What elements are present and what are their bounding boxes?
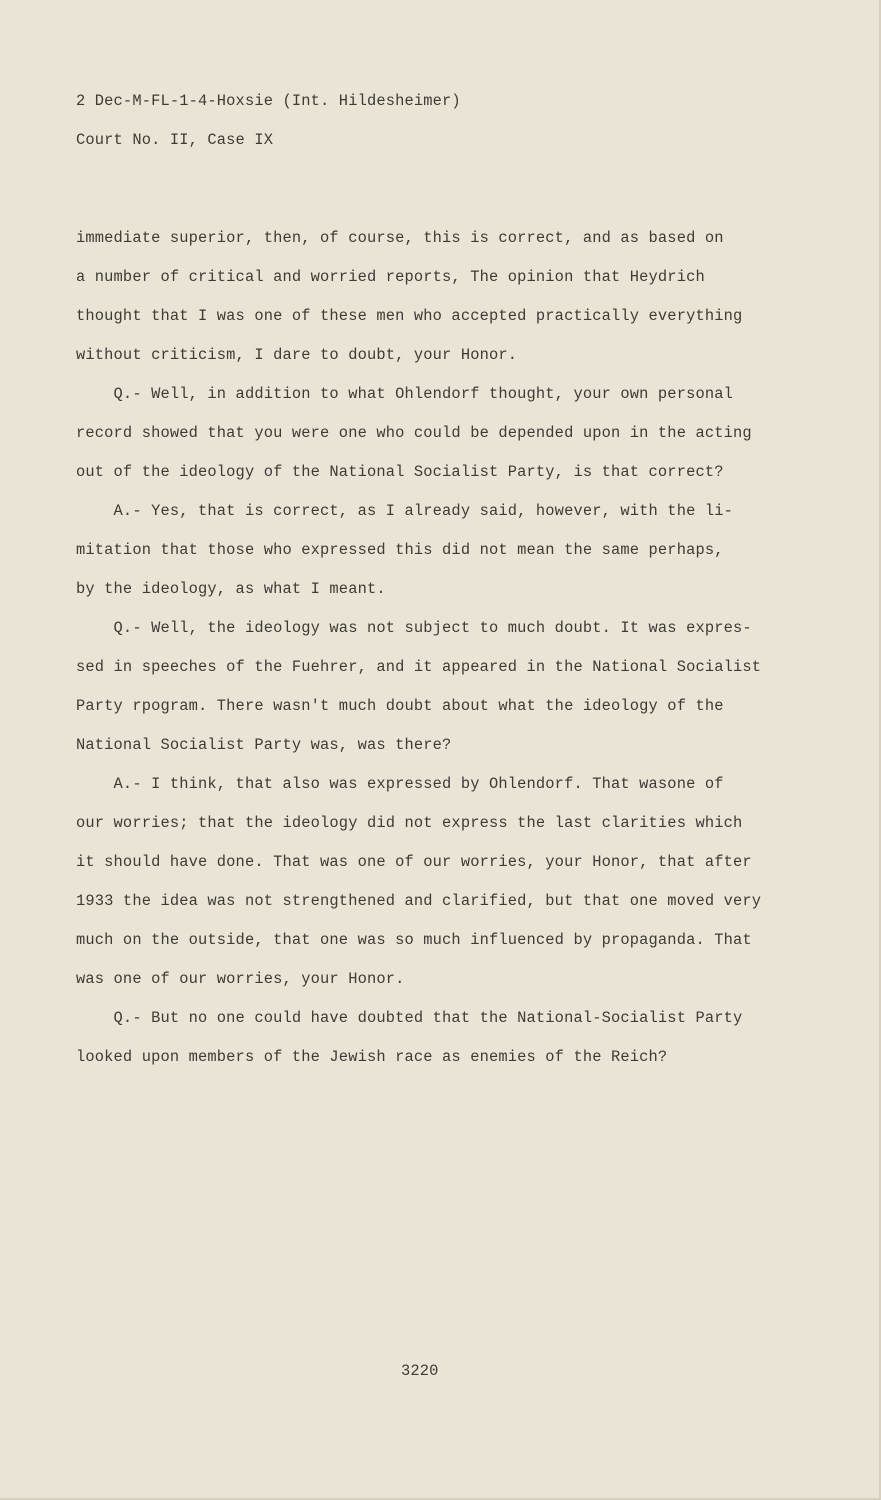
body-line: National Socialist Party was, was there? <box>76 736 452 754</box>
body-line: A.- Yes, that is correct, as I already said, however, with the li- <box>76 502 734 520</box>
body-line: thought that I was one of these men who accepted practically everything <box>76 307 743 325</box>
body-line: a number of critical and worried reports, The opinion that Heydrich <box>76 268 705 286</box>
body-line: mitation that those who expressed this did not mean the same perhaps, <box>76 541 724 559</box>
body-line: Party rpogram. There wasn't much doubt about what the ideology of the <box>76 697 724 715</box>
body-line: 1933 the idea was not strengthened and clarified, but that one moved very <box>76 892 762 910</box>
header-reference: 2 Dec-M-FL-1-4-Hoxsie (Int. Hildesheimer) <box>76 92 461 110</box>
body-line: by the ideology, as what I meant. <box>76 580 386 598</box>
body-line: record showed that you were one who could be depended upon in the acting <box>76 424 752 442</box>
body-line: out of the ideology of the National Socialist Party, is that correct? <box>76 463 724 481</box>
body-line: looked upon members of the Jewish race as enemies of the Reich? <box>76 1048 668 1066</box>
body-line: our worries; that the ideology did not express the last clarities which <box>76 814 743 832</box>
header-court: Court No. II, Case IX <box>76 131 274 149</box>
body-line: without criticism, I dare to doubt, your Honor. <box>76 346 518 364</box>
body-line: it should have done. That was one of our worries, your Honor, that after <box>76 853 752 871</box>
page-number: 3220 <box>401 1362 439 1380</box>
body-line: A.- I think, that also was expressed by Ohlendorf. That wasone of <box>76 775 724 793</box>
body-line: Q.- Well, in addition to what Ohlendorf thought, your own personal <box>76 385 734 403</box>
body-line: Q.- Well, the ideology was not subject to much doubt. It was expres- <box>76 619 752 637</box>
body-line: immediate superior, then, of course, this is correct, and as based on <box>76 229 724 247</box>
body-line: was one of our worries, your Honor. <box>76 970 405 988</box>
body-line: sed in speeches of the Fuehrer, and it appeared in the National Socialist <box>76 658 762 676</box>
body-line: Q.- But no one could have doubted that the National-Socialist Party <box>76 1009 743 1027</box>
body-line: much on the outside, that one was so much influenced by propaganda. That <box>76 931 752 949</box>
